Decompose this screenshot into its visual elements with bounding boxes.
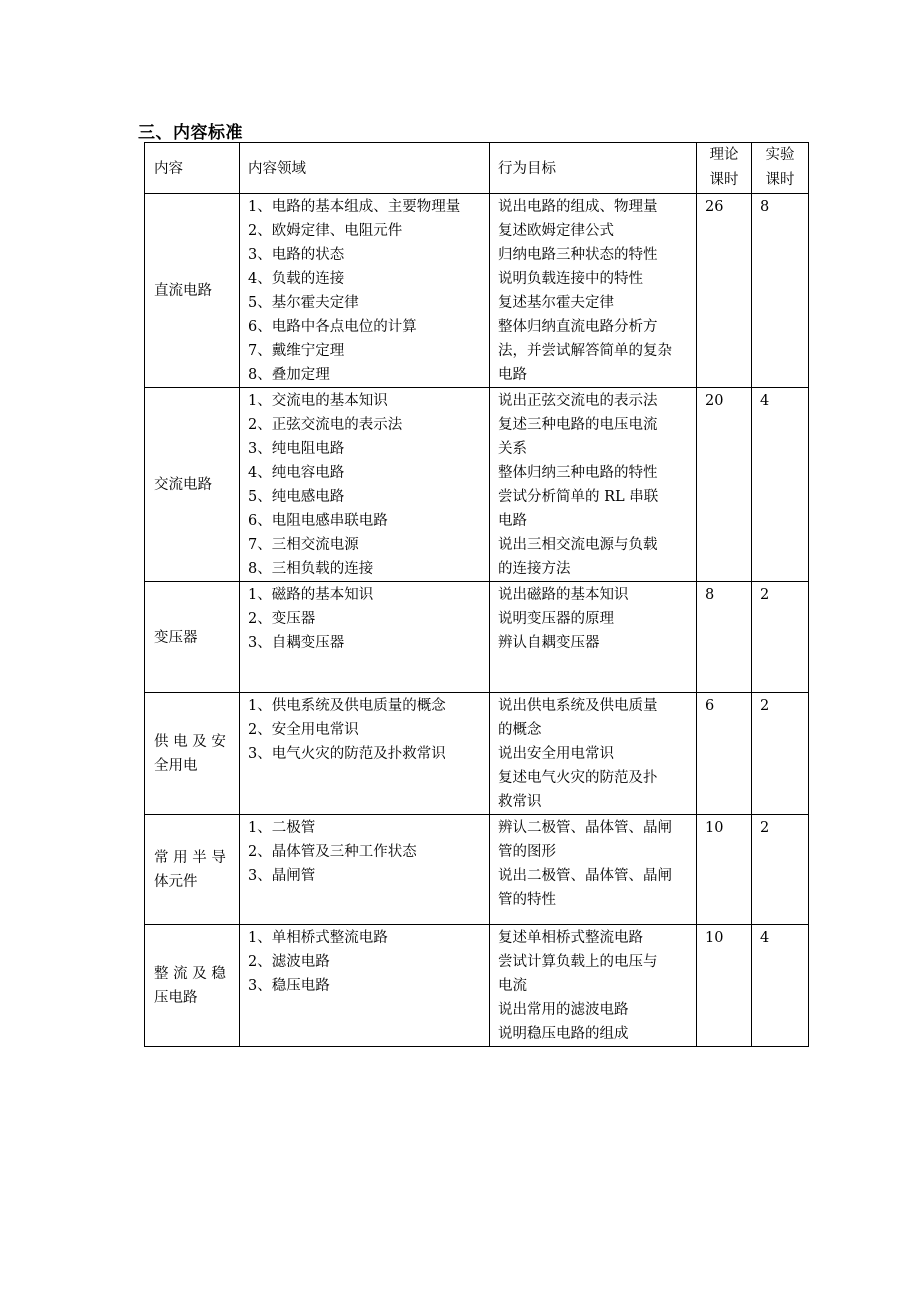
- goal-line: 救常识: [498, 794, 542, 810]
- domain-item: 3、电路的状态: [248, 247, 345, 263]
- domain-item: 2、欧姆定律、电阻元件: [248, 223, 403, 239]
- category-line: 体元件: [154, 874, 198, 890]
- header-content: 内容: [145, 143, 240, 194]
- domain-item: 2、晶体管及三种工作状态: [248, 844, 417, 860]
- domain-item: 1、供电系统及供电质量的概念: [248, 698, 446, 714]
- goal-line: 说明变压器的原理: [498, 611, 614, 627]
- row-domains: [240, 925, 490, 1047]
- domain-item: 1、电路的基本组成、主要物理量: [248, 199, 461, 215]
- row-domains: [240, 388, 490, 582]
- domain-item: 2、安全用电常识: [248, 722, 359, 738]
- domain-item: 1、单相桥式整流电路: [248, 930, 388, 946]
- domain-item: 8、叠加定理: [248, 367, 330, 383]
- table-row: [145, 582, 809, 693]
- goal-line: 尝试计算负载上的电压与: [498, 954, 658, 970]
- goal-line: 说出正弦交流电的表示法: [498, 393, 658, 409]
- category-line: 供 电 及 安: [154, 734, 226, 750]
- goal-line: 复述单相桥式整流电路: [498, 930, 643, 946]
- domain-item: 4、纯电容电路: [248, 465, 345, 481]
- row-category: 变压器: [145, 582, 240, 693]
- row-domains: [240, 194, 490, 388]
- domain-item: 7、戴维宁定理: [248, 343, 345, 359]
- header-theory-hours: [697, 143, 752, 194]
- domain-item: 8、三相负载的连接: [248, 561, 374, 577]
- lab-hours: 2: [752, 693, 809, 815]
- domain-item: 3、电气火灾的防范及扑救常识: [248, 746, 446, 762]
- lab-hours: 4: [752, 925, 809, 1047]
- row-domains: [240, 693, 490, 815]
- table-row: [145, 693, 809, 815]
- theory-hours: 10: [697, 815, 752, 925]
- goal-line: 电流: [498, 978, 527, 994]
- theory-hours: 8: [697, 582, 752, 693]
- domain-item: 5、基尔霍夫定律: [248, 295, 359, 311]
- goal-line: 整体归纳三种电路的特性: [498, 465, 658, 481]
- lab-hours: 2: [752, 815, 809, 925]
- table-header-row: [145, 143, 809, 194]
- goal-line: 法，并尝试解答简单的复杂: [498, 343, 672, 359]
- header-domain: 内容领域: [240, 143, 490, 194]
- domain-item: 1、磁路的基本知识: [248, 587, 374, 603]
- table-row: [145, 194, 809, 388]
- domain-item: 2、滤波电路: [248, 954, 330, 970]
- goal-line: 辨认二极管、晶体管、晶闸: [498, 820, 672, 836]
- goal-line: 的概念: [498, 722, 542, 738]
- theory-hours: 20: [697, 388, 752, 582]
- category-line: 常 用 半 导: [154, 850, 226, 866]
- goal-line: 的连接方法: [498, 561, 571, 577]
- row-goals: [490, 194, 697, 388]
- row-category: 交流电路: [145, 388, 240, 582]
- goal-line: 复述电气火灾的防范及扑: [498, 770, 658, 786]
- goal-line: 尝试分析简单的 RL 串联: [498, 489, 659, 505]
- theory-hours: 6: [697, 693, 752, 815]
- domain-item: 1、二极管: [248, 820, 316, 836]
- goal-line: 电路: [498, 367, 527, 383]
- header-theory-line1: 理论: [709, 147, 739, 163]
- domain-item: 3、纯电阻电路: [248, 441, 345, 457]
- category-line: 压电路: [154, 990, 198, 1006]
- row-category: 直流电路: [145, 194, 240, 388]
- table-row: [145, 925, 809, 1047]
- goal-line: 电路: [498, 513, 527, 529]
- lab-hours: 8: [752, 194, 809, 388]
- row-domains: [240, 582, 490, 693]
- domain-item: 2、正弦交流电的表示法: [248, 417, 403, 433]
- category-line: 整 流 及 稳: [154, 966, 226, 982]
- domain-item: 4、负载的连接: [248, 271, 345, 287]
- table-row: [145, 815, 809, 925]
- goal-line: 辨认自耦变压器: [498, 635, 600, 651]
- goal-line: 整体归纳直流电路分析方: [498, 319, 658, 335]
- domain-item: 6、电路中各点电位的计算: [248, 319, 417, 335]
- row-goals: [490, 388, 697, 582]
- goal-line: 说明负载连接中的特性: [498, 271, 643, 287]
- domain-item: 3、自耦变压器: [248, 635, 345, 651]
- theory-hours: 10: [697, 925, 752, 1047]
- header-lab-line2: 课时: [765, 172, 795, 188]
- domain-item: 6、电阻电感串联电路: [248, 513, 388, 529]
- goal-line: 复述基尔霍夫定律: [498, 295, 614, 311]
- theory-hours: 26: [697, 194, 752, 388]
- goal-line: 复述欧姆定律公式: [498, 223, 614, 239]
- section-title: 三、内容标准: [138, 123, 243, 143]
- goal-line: 复述三种电路的电压电流: [498, 417, 658, 433]
- domain-item: 7、三相交流电源: [248, 537, 359, 553]
- table-row: [145, 388, 809, 582]
- goal-line: 说出电路的组成、物理量: [498, 199, 658, 215]
- header-lab-line1: 实验: [765, 147, 795, 163]
- goal-line: 说出供电系统及供电质量: [498, 698, 658, 714]
- goal-line: 说出常用的滤波电路: [498, 1002, 629, 1018]
- domain-item: 3、稳压电路: [248, 978, 330, 994]
- row-goals: [490, 693, 697, 815]
- domain-item: 2、变压器: [248, 611, 316, 627]
- row-goals: [490, 925, 697, 1047]
- content-standard-table: [144, 142, 809, 1047]
- header-goal: 行为目标: [490, 143, 697, 194]
- row-category: [145, 925, 240, 1047]
- goal-line: 说出三相交流电源与负载: [498, 537, 658, 553]
- lab-hours: 4: [752, 388, 809, 582]
- goal-line: 管的图形: [498, 844, 556, 860]
- row-goals: [490, 582, 697, 693]
- header-theory-line2: 课时: [709, 172, 739, 188]
- goal-line: 说出二极管、晶体管、晶闸: [498, 868, 672, 884]
- row-domains: [240, 815, 490, 925]
- domain-item: 3、晶闸管: [248, 868, 316, 884]
- header-lab-hours: [752, 143, 809, 194]
- goal-line: 说明稳压电路的组成: [498, 1026, 629, 1042]
- domain-item: 1、交流电的基本知识: [248, 393, 388, 409]
- row-category: [145, 693, 240, 815]
- row-goals: [490, 815, 697, 925]
- goal-line: 管的特性: [498, 892, 556, 908]
- goal-line: 说出磁路的基本知识: [498, 587, 629, 603]
- domain-item: 5、纯电感电路: [248, 489, 345, 505]
- category-line: 全用电: [154, 758, 198, 774]
- goal-line: 说出安全用电常识: [498, 746, 614, 762]
- lab-hours: 2: [752, 582, 809, 693]
- row-category: [145, 815, 240, 925]
- goal-line: 关系: [498, 441, 527, 457]
- goal-line: 归纳电路三种状态的特性: [498, 247, 658, 263]
